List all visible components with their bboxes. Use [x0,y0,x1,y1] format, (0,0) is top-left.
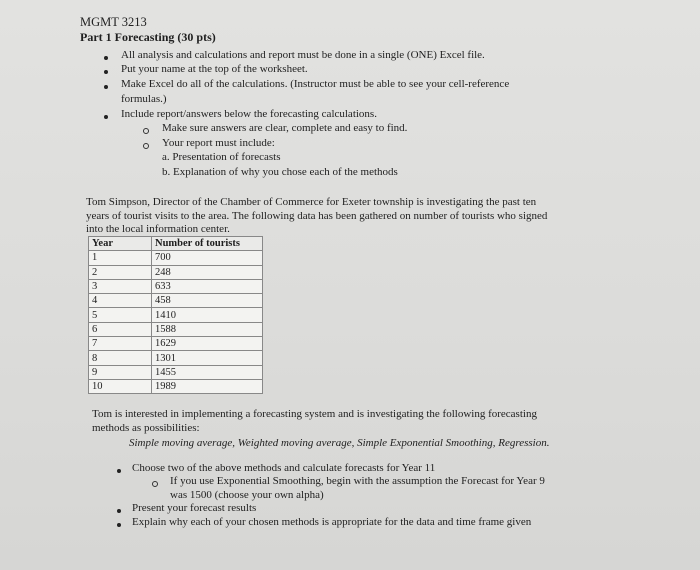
table-row [89,279,263,293]
sub-instruction-2: Your report must include: [162,137,275,149]
bullet-icon [117,509,121,513]
tourists-cell: 1301 [152,351,263,365]
instruction-3-cont: formulas.) [121,93,167,105]
task-explain: Explain why each of your chosen methods is appropriate for the data and time frame given [132,516,532,528]
year-cell: 7 [89,337,152,351]
instruction-1: All analysis and calculations and report must be done in a single (ONE) Excel file. [121,49,485,61]
scenario-line-3: into the local information center. [86,223,230,235]
interest-line-1: Tom is interested in implementing a forecasting system and is investigating the following forecasting [92,408,537,420]
bullet-icon [117,523,121,527]
scenario-line-2: years of tourist visits to the area. The following data has been gathered on number of tourists who signed [86,210,548,222]
report-item-b: b. Explanation of why you chose each of the methods [162,166,398,178]
table-row [89,322,263,336]
tourists-cell: 633 [152,279,263,293]
tourists-cell: 458 [152,294,263,308]
table-row [89,365,263,379]
year-header: Year [89,237,152,251]
sub-instruction-1: Make sure answers are clear, complete and easy to find. [162,122,408,134]
tourists-cell: 1588 [152,322,263,336]
course-code: MGMT 3213 [80,15,147,29]
instruction-2: Put your name at the top of the worksheet. [121,63,308,75]
table-row [89,294,263,308]
tourists-header: Number of tourists [152,237,263,251]
bullet-icon [117,469,121,473]
year-cell: 1 [89,251,152,265]
bullet-icon [104,70,108,74]
sub-bullet-icon [152,481,158,487]
part-title: Part 1 Forecasting (30 pts) [80,30,216,44]
tourist-data-table [88,236,263,394]
bullet-icon [104,85,108,89]
year-cell: 4 [89,294,152,308]
tourists-cell: 248 [152,265,263,279]
table-row [89,351,263,365]
year-cell: 10 [89,379,152,393]
methods-list: Simple moving average, Weighted moving average, Simple Exponential Smoothing, Regression. [129,437,550,449]
tourists-cell: 1410 [152,308,263,322]
year-cell: 5 [89,308,152,322]
tourists-cell: 1455 [152,365,263,379]
scenario-line-1: Tom Simpson, Director of the Chamber of Commerce for Exeter township is investigating the past ten [86,196,537,208]
sub-bullet-icon [143,128,149,134]
task-note-1: If you use Exponential Smoothing, begin with the assumption the Forecast for Year 9 [170,475,545,487]
instruction-4: Include report/answers below the forecasting calculations. [121,108,377,120]
task-note-2: was 1500 (choose your own alpha) [170,489,324,501]
table-header-row [89,237,263,251]
table-row [89,379,263,393]
task-choose: Choose two of the above methods and calculate forecasts for Year 11 [132,462,436,474]
tourists-cell: 1629 [152,337,263,351]
report-item-a: a. Presentation of forecasts [162,151,281,163]
table-row [89,265,263,279]
sub-bullet-icon [143,143,149,149]
table-row [89,308,263,322]
year-cell: 9 [89,365,152,379]
tourists-cell: 700 [152,251,263,265]
year-cell: 3 [89,279,152,293]
bullet-icon [104,115,108,119]
table-row [89,251,263,265]
year-cell: 6 [89,322,152,336]
tourists-cell: 1989 [152,379,263,393]
year-cell: 8 [89,351,152,365]
task-present: Present your forecast results [132,502,257,514]
interest-line-2: methods as possibilities: [92,422,200,434]
instruction-3: Make Excel do all of the calculations. (Instructor must be able to see your cell-reference [121,78,510,90]
year-cell: 2 [89,265,152,279]
bullet-icon [104,56,108,60]
table-row [89,337,263,351]
